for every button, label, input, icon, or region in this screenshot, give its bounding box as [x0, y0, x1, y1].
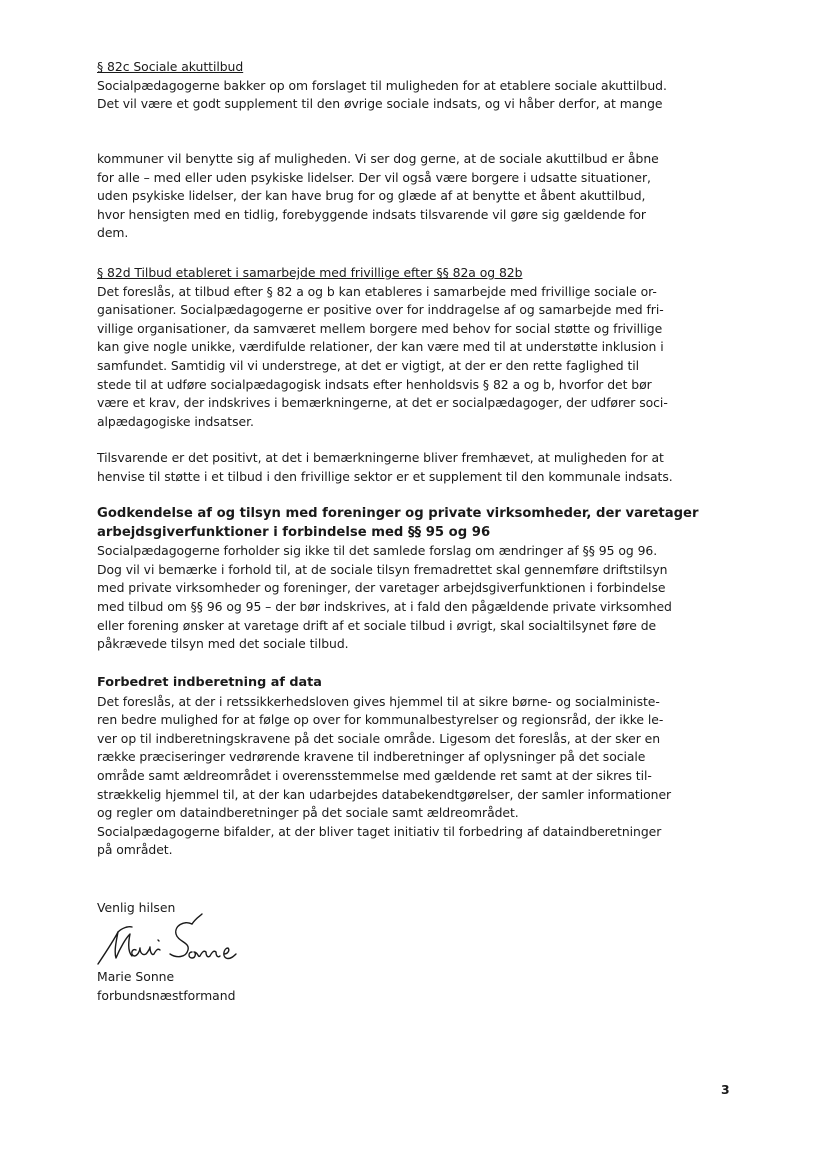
section-heading: § 82c Sociale akuttilbud — [97, 59, 244, 74]
text-line: dem. — [97, 225, 129, 241]
text-line: for alle – med eller uden psykiske lidelser. Der vil også være borgere i udsatte situationer, — [97, 169, 651, 185]
section-heading: Forbedret indberetning af data — [97, 675, 322, 690]
text-line: stede til at udføre socialpædagogisk indsats efter henholdsvis § 82 a og b, hvorfor det bør — [97, 376, 652, 392]
section-82c — [97, 58, 667, 114]
text-line: henvise til støtte i et tilbud i den frivillige sektor er et supplement til den kommunale indsats. — [97, 468, 673, 484]
text-line: kommuner vil benytte sig af muligheden. Vi ser dog gerne, at de sociale akuttilbud er åbne — [97, 151, 659, 166]
text-line: kan give nogle unikke, værdifulde relationer, der kan være med til at understøtte inklusion i — [97, 339, 664, 355]
closing-greeting: Venlig hilsen — [97, 900, 176, 915]
text-line: med private virksomheder og foreninger, der varetager arbejdsgiverfunktionen i forbindelse — [97, 580, 666, 596]
text-line: Det foreslås, at tilbud efter § 82 a og b kan etableres i samarbejde med frivillige sociale or- — [97, 283, 657, 299]
section-heading: Godkendelse af og tilsyn med foreninger og private virksomheder, der varetager — [97, 506, 699, 521]
text-line: på området. — [97, 842, 173, 858]
text-line: ren bedre mulighed for at følge op over for kommunalbestyrelser og regionsråd, der ikke le- — [97, 712, 664, 728]
text-line: med tilbud om §§ 96 og 95 – der bør indskrives, at i fald den pågældende private virksomhed — [97, 598, 672, 614]
signatory-title: forbundsnæstformand — [97, 987, 236, 1003]
text-line: påkrævede tilsyn med det sociale tilbud. — [97, 636, 349, 652]
text-line: række præciseringer vedrørende kravene til indberetninger af oplysninger på det sociale — [97, 749, 646, 765]
text-line: ganisationer. Socialpædagogerne er positive over for inddragelse af og samarbejde med fri- — [97, 302, 664, 318]
section-data — [97, 674, 671, 860]
text-line: Det vil være et godt supplement til den øvrige sociale indsats, og vi håber derfor, at mange — [97, 96, 663, 112]
text-line: Det foreslås, at der i retssikkerhedsloven gives hjemmel til at sikre børne- og socialministe- — [97, 693, 660, 709]
section-heading: § 82d Tilbud etableret i samarbejde med frivillige efter §§ 82a og 82b — [97, 265, 523, 280]
handwritten-signature — [92, 912, 252, 970]
page-number: 3 — [721, 1082, 730, 1097]
text-line: ver op til indberetningskravene på det sociale område. Ligesom det foreslås, at der sker en — [97, 730, 661, 746]
section-heading: arbejdsgiverfunktioner i forbindelse med §§ 95 og 96 — [97, 524, 491, 540]
text-line: alpædagogiske indsatser. — [97, 413, 254, 429]
text-line: og regler om dataindberetninger på det sociale samt ældreområdet. — [97, 805, 519, 821]
section-godkendelse — [97, 505, 699, 654]
text-line: Dog vil vi bemærke i forhold til, at de sociale tilsyn fremadrettet skal gennemføre driftstilsyn — [97, 561, 668, 577]
text-line: villige organisationer, da samværet mellem borgere med behov for social støtte og frivillige — [97, 320, 663, 336]
text-line: hvor hensigten med en tidlig, forebyggende indsats tilsvarende vil gøre sig gældende for — [97, 206, 646, 222]
text-line: Socialpædagogerne bakker op om forslaget til muligheden for at etablere sociale akuttilbud. — [97, 77, 667, 93]
text-line: område samt ældreområdet i overensstemmelse med gældende ret samt at der sikres til- — [97, 767, 652, 783]
section-82d — [97, 264, 668, 431]
text-line: være et krav, der indskrives i bemærkningerne, at det er socialpædagoger, der udfører soci- — [97, 395, 668, 411]
text-line: Socialpædagogerne forholder sig ikke til det samlede forslag om ændringer af §§ 95 og 96. — [97, 543, 658, 559]
text-line: Tilsvarende er det positivt, at det i bemærkningerne bliver fremhævet, at muligheden for at — [97, 450, 664, 465]
text-line: eller forening ønsker at varetage drift af et sociale tilbud i øvrigt, skal socialtilsynet føre de — [97, 617, 657, 633]
section-82c-continued — [97, 150, 659, 243]
text-line: strækkelig hjemmel til, at der kan udarbejdes databekendtgørelser, der samler informationer — [97, 786, 672, 802]
text-line: Socialpædagogerne bifalder, at der bliver taget initiativ til forbedring af dataindberetninger — [97, 823, 662, 839]
text-line: samfundet. Samtidig vil vi understrege, at det er vigtigt, at der er den rette faglighed til — [97, 357, 640, 373]
signatory-name: Marie Sonne — [97, 969, 175, 984]
section-82d-paragraph-2 — [97, 449, 673, 486]
text-line: uden psykiske lidelser, der kan have brug for og glæde af at benytte et åbent akuttilbud, — [97, 188, 646, 204]
